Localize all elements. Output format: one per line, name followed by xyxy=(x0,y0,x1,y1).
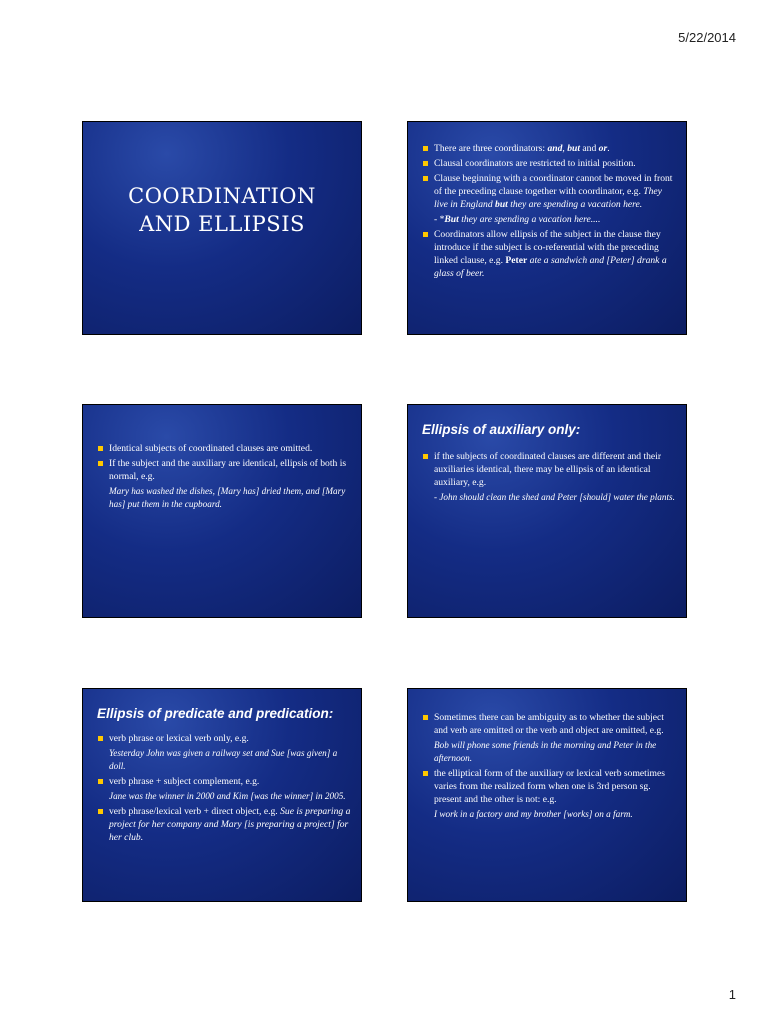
list-item xyxy=(422,142,676,155)
slide-2-content xyxy=(422,142,676,282)
example-line: - John should clean the shed and Peter [should] water the plants. xyxy=(434,492,675,502)
list-item: Clausal coordinators are restricted to initial position. xyxy=(422,157,676,170)
slide-2-coordinators xyxy=(407,121,687,335)
slide-4-content xyxy=(422,423,676,506)
text: verb phrase/lexical verb + direct object, e.g. xyxy=(109,806,281,817)
list-item: verb phrase or lexical verb only, e.g. xyxy=(97,732,351,745)
keyword: Peter xyxy=(505,255,528,266)
slide-1-title xyxy=(82,121,362,335)
list-item: if the subjects of coordinated clauses are different and their auxiliaries identical, there may be ellipsis of an identical auxiliary, e.g. xyxy=(422,450,676,489)
list-item: Sometimes there can be ambiguity as to whether the subject and verb are omitted or the verb and object are omitted, e.g. xyxy=(422,711,676,737)
keyword: and xyxy=(547,143,563,154)
slide-5-content xyxy=(97,707,351,846)
title-line-1: COORDINATION xyxy=(128,184,316,208)
list-item xyxy=(422,172,676,211)
example-line: I work in a factory and my brother [works] on a farm. xyxy=(434,809,633,819)
slide-5-ellipsis-predicate xyxy=(82,688,362,902)
example-line: Bob will phone some friends in the morning and Peter in the afternoon. xyxy=(434,740,657,763)
keyword: but xyxy=(567,143,581,154)
list-item: If the subject and the auxiliary are identical, ellipsis of both is normal, e.g. xyxy=(97,457,351,483)
example-line: Yesterday John was given a railway set and Sue [was given] a doll. xyxy=(109,748,338,771)
example: Sue is preparing a project for her company and Mary [is preparing a project] for her club. xyxy=(109,806,351,843)
example: they are spending a vacation here.... xyxy=(458,214,601,225)
keyword: But xyxy=(444,214,459,225)
example: ate a sandwich and [Peter] drank a glass of beer. xyxy=(434,255,667,279)
slide-6-ambiguity xyxy=(407,688,687,902)
keyword: or xyxy=(598,143,608,154)
title-line-2: AND ELLIPSIS xyxy=(139,212,305,236)
text: - * xyxy=(434,214,445,225)
slide-3-identical-subjects xyxy=(82,404,362,618)
text: There are three coordinators: xyxy=(434,143,548,154)
page-number: 1 xyxy=(728,987,736,1002)
example: They live in England xyxy=(434,186,662,210)
text: . xyxy=(607,143,610,154)
text: , xyxy=(562,143,568,154)
text: and xyxy=(580,143,599,154)
slide-title xyxy=(83,182,361,238)
print-date: 5/22/2014 xyxy=(678,30,736,45)
slide-heading: Ellipsis of auxiliary only: xyxy=(422,422,581,437)
text: Coordinators allow ellipsis of the subject in the clause they introduce if the subject is co-referential with the preceding linked clause, e.g. xyxy=(434,229,661,266)
list-item xyxy=(422,228,676,280)
slide-heading: Ellipsis of predicate and predication: xyxy=(97,706,334,721)
list-item: the elliptical form of the auxiliary or lexical verb sometimes varies from the realized form when one is 3rd person sg. present and the other is not: e.g. xyxy=(422,767,676,806)
example-line xyxy=(422,213,676,226)
text: Clause beginning with a coordinator cannot be moved in front of the preceding clause together with coordinator, e.g. xyxy=(434,173,673,197)
list-item: verb phrase + subject complement, e.g. xyxy=(97,775,351,788)
example: they are spending a vacation here. xyxy=(507,199,643,210)
slide-4-ellipsis-auxiliary xyxy=(407,404,687,618)
example-line: Jane was the winner in 2000 and Kim [was the winner] in 2005. xyxy=(109,791,346,801)
slide-6-content xyxy=(422,711,676,823)
list-item xyxy=(97,805,351,844)
example-line: Mary has washed the dishes, [Mary has] dried them, and [Mary has] put them in the cupboard. xyxy=(109,486,346,509)
slide-3-content xyxy=(97,442,351,513)
list-item: Identical subjects of coordinated clauses are omitted. xyxy=(97,442,351,455)
keyword: but xyxy=(495,199,508,210)
